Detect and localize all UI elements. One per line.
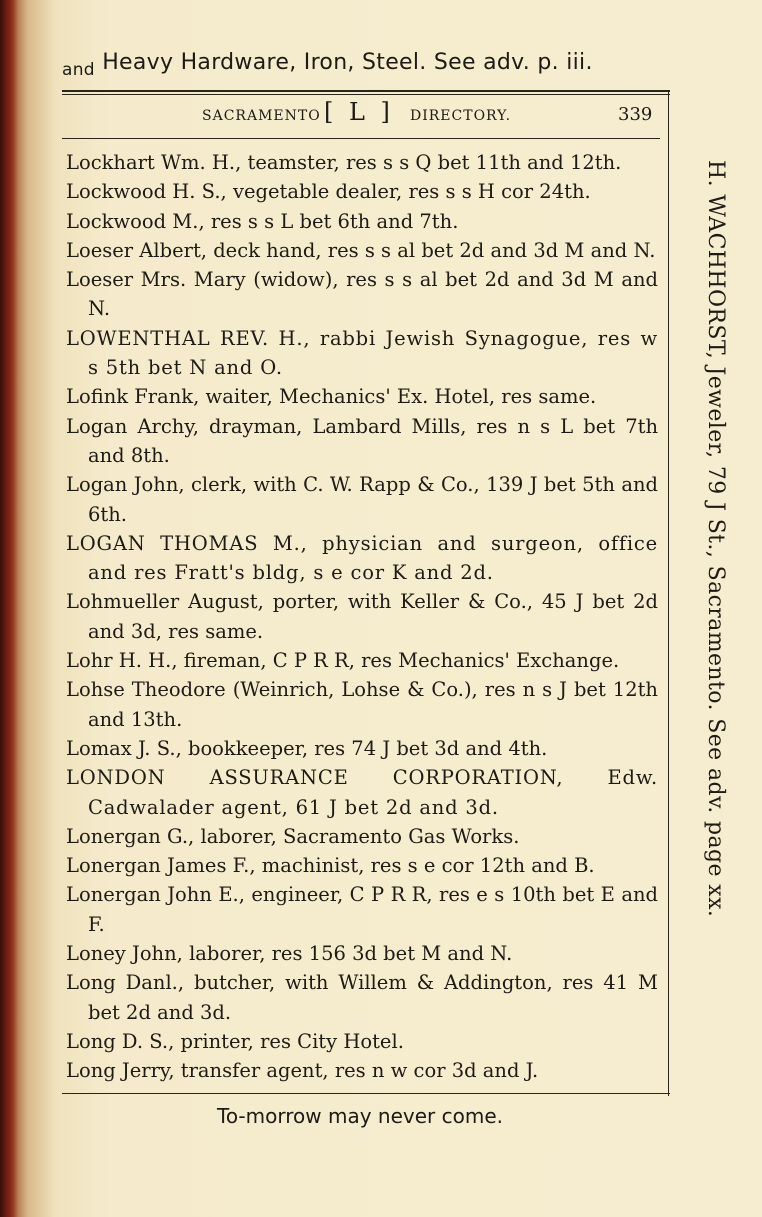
directory-entry: Lohr H. H., fireman, C P R R, res Mechanics' Exchange.: [66, 649, 620, 673]
directory-entry: Lockwood M., res s s L bet 6th and 7th.: [66, 209, 459, 233]
side-advertisement: [698, 160, 728, 1060]
directory-entry: LOGAN THOMAS M., physician and surgeon, office and res Fratt's bldg, s e cor K and 2d.: [66, 531, 658, 585]
directory-entry: Lonergan G., laborer, Sacramento Gas Works.: [66, 824, 520, 848]
directory-entry: Long D. S., printer, res City Hotel.: [66, 1029, 404, 1053]
top-advertisement-text: Heavy Hardware, Iron, Steel. See adv. p. iii.: [102, 50, 593, 75]
top-advertisement-and: and: [62, 60, 95, 80]
directory-entry: Lofink Frank, waiter, Mechanics' Ex. Hotel, res same.: [66, 385, 597, 409]
header-directory: DIRECTORY.: [410, 108, 512, 124]
directory-entry: Loeser Albert, deck hand, res s s al bet 2d and 3d M and N.: [66, 238, 656, 262]
header-rule-top: [62, 90, 670, 92]
directory-entry: LONDON ASSURANCE CORPORATION, Edw. Cadwalader agent, 61 J bet 2d and 3d.: [66, 766, 658, 819]
directory-entry: Loeser Mrs. Mary (widow), res s s al bet 2d and 3d M and N.: [66, 268, 658, 321]
header-rule-top-thin: [62, 94, 670, 95]
directory-entry: Lonergan James F., machinist, res s e cor 12th and B.: [66, 854, 595, 878]
page-number: 339: [618, 104, 653, 125]
footer-motto: To-morrow may never come.: [217, 1104, 503, 1128]
book-spine-shadow: [0, 0, 18, 1217]
top-advertisement: [62, 50, 662, 80]
directory-entry: Long Danl., butcher, with Willem & Addington, res 41 M bet 2d and 3d.: [66, 971, 658, 1024]
directory-entry: Loney John, laborer, res 156 3d bet M and N.: [66, 942, 513, 966]
header-city: SACRAMENTO: [202, 108, 321, 124]
directory-entry: LOWENTHAL REV. H., rabbi Jewish Synagogue, res w s 5th bet N and O.: [66, 326, 658, 380]
running-header: [62, 98, 662, 132]
directory-entry: Lomax J. S., bookkeeper, res 74 J bet 3d and 4th.: [66, 736, 548, 760]
header-letter: [ L ]: [324, 98, 394, 126]
directory-entry: Lockwood H. S., vegetable dealer, res s s H cor 24th.: [66, 180, 591, 204]
directory-entry: Logan Archy, drayman, Lambard Mills, res n s L bet 7th and 8th.: [66, 414, 658, 467]
directory-entry: Lonergan John E., engineer, C P R R, res e s 10th bet E and F.: [66, 883, 658, 936]
directory-entry: Long Jerry, transfer agent, res n w cor 3d and J.: [66, 1059, 539, 1083]
directory-entry: Lockhart Wm. H., teamster, res s s Q bet 11th and 12th.: [66, 151, 622, 174]
column-rule-right: [668, 90, 669, 1096]
side-advertisement-text: H. WACHHORST, Jeweler, 79 J St., Sacramento. See adv. page xx.: [703, 160, 728, 918]
directory-entry: Lohse Theodore (Weinrich, Lohse & Co.), res n s J bet 12th and 13th.: [66, 678, 658, 731]
directory-entry: Lohmueller August, porter, with Keller & Co., 45 J bet 2d and 3d, res same.: [66, 590, 658, 643]
header-rule-bottom: [62, 138, 660, 139]
directory-entries: [66, 148, 658, 1086]
directory-entry: Logan John, clerk, with C. W. Rapp & Co., 139 J bet 5th and 6th.: [66, 473, 658, 526]
column-rule-bottom: [62, 1093, 670, 1094]
